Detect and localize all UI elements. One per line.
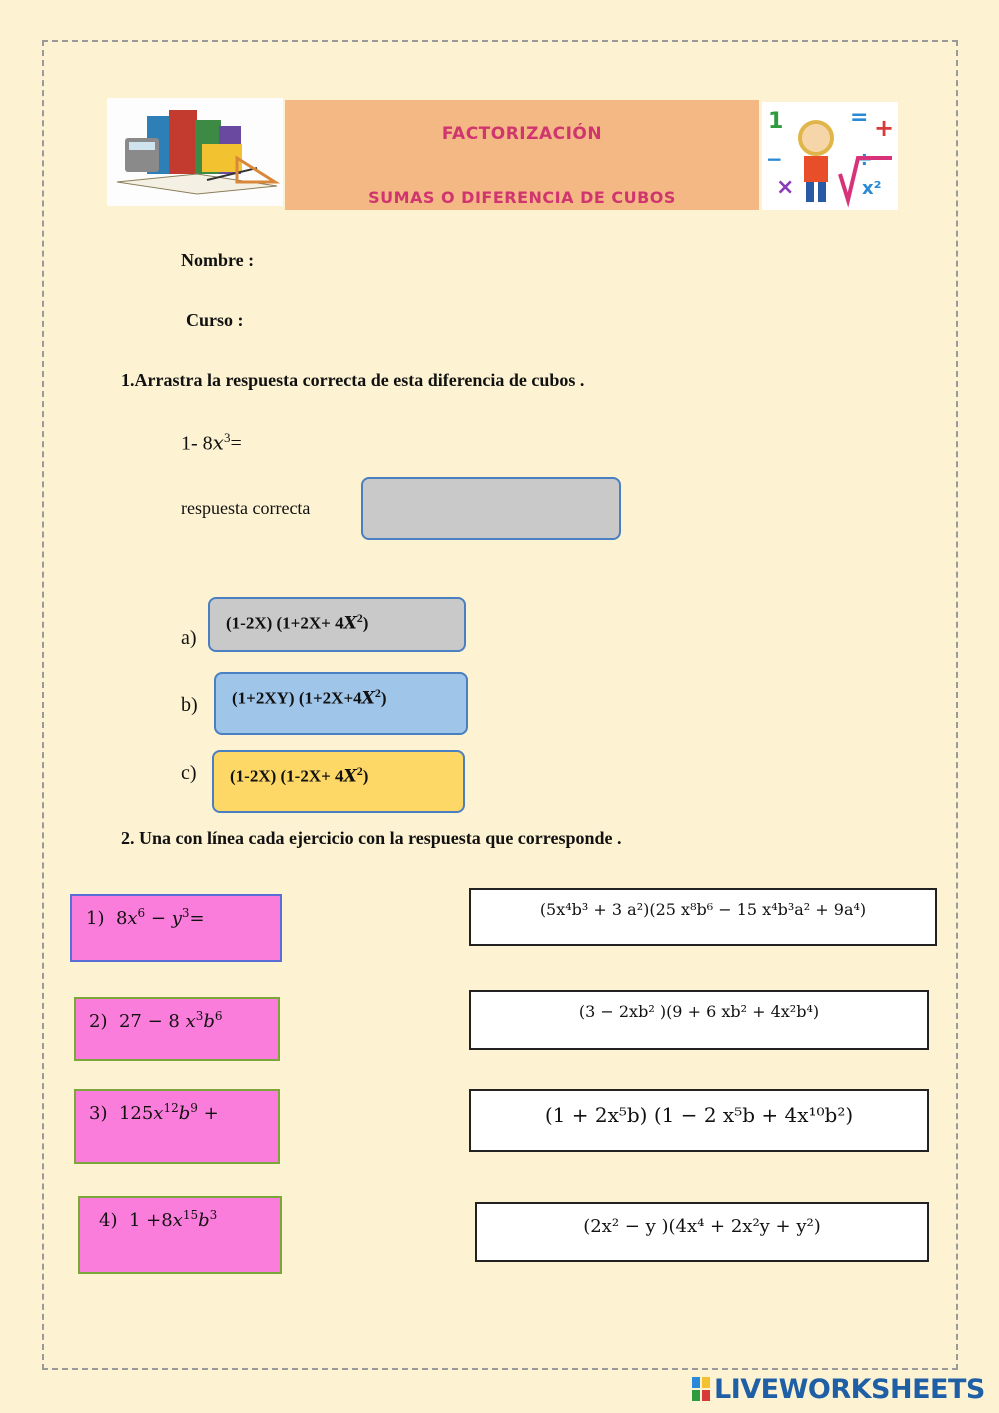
exercise-2-coef: 27 − 8 (118, 1011, 186, 1032)
answer-4-text: (2x² − y )(4x⁴ + 2x²y + y²) (583, 1216, 821, 1237)
exercise-3-op: + (197, 1103, 219, 1124)
option-b-var: X (361, 688, 375, 709)
exercise-2-var2: b (203, 1011, 215, 1032)
answer-box-2[interactable] (469, 990, 929, 1050)
name-label: Nombre : (181, 250, 255, 270)
exercise-4-coef: 1 +8 (128, 1210, 173, 1231)
option-b-exp: 2 (374, 686, 381, 700)
exercise-4[interactable] (78, 1196, 282, 1274)
exercise-1-eq: = (189, 908, 205, 929)
liveworksheets-logo[interactable] (692, 1374, 985, 1404)
svg-text:×: × (776, 175, 795, 200)
exercise-1-exp2: 3 (181, 906, 190, 920)
exercise-2-num: 2) (89, 1011, 108, 1032)
exercise-1-exp: 6 (137, 906, 146, 920)
exercise-1-op: − (145, 908, 172, 929)
svg-text:1: 1 (768, 109, 784, 134)
answer-box-4[interactable] (475, 1202, 929, 1262)
q1-expression-var: x (212, 430, 224, 455)
q1-instruction: 1.Arrastra la respuesta correcta de esta diferencia de cubos . (121, 370, 585, 390)
exercise-3-coef: 125 (118, 1103, 154, 1124)
exercise-3-exp: 12 (163, 1101, 179, 1115)
option-c-var: X (343, 766, 357, 787)
exercise-1-var2: y (171, 908, 182, 929)
option-c-text: (1-2X) (1-2X+ 4 (230, 766, 344, 786)
option-a-exp: 2 (356, 611, 363, 625)
svg-text:−: − (766, 147, 783, 171)
logo-mark-icon (692, 1377, 710, 1401)
exercise-3[interactable] (74, 1089, 280, 1164)
exercise-2-exp2: 6 (214, 1009, 223, 1023)
option-a-tail: ) (362, 613, 369, 633)
exercise-3-num: 3) (89, 1103, 108, 1124)
math-kid-illustration (762, 102, 898, 210)
option-a-text: (1-2X) (1+2X+ 4 (226, 613, 344, 633)
exercise-4-exp: 15 (182, 1208, 199, 1222)
option-b-text: (1+2XY) (1+2X+4 (232, 688, 362, 708)
exercise-4-exp2: 3 (209, 1208, 218, 1222)
q1-expression-exp: 3 (223, 430, 231, 445)
q2-instruction: 2. Una con línea cada ejercicio con la respuesta que corresponde . (121, 828, 622, 848)
q1-expression (181, 430, 242, 456)
page-border (42, 40, 958, 1370)
exercise-1-num: 1) (86, 908, 105, 929)
option-c-tail: ) (362, 766, 369, 786)
answer-box-1[interactable] (469, 888, 937, 946)
answer-box-3[interactable] (469, 1089, 929, 1152)
title-banner (285, 100, 759, 210)
answer-3-text: (1 + 2x⁵b) (1 − 2 x⁵b + 4x¹⁰b²) (544, 1103, 854, 1127)
svg-text:x²: x² (862, 178, 882, 199)
answer-drop-zone[interactable] (361, 477, 621, 540)
option-c-letter: c) (181, 762, 197, 784)
brand-name: LIVEWORKSHEETS (714, 1373, 985, 1405)
books-illustration (107, 98, 283, 206)
answer-2-text: (3 − 2xb² )(9 + 6 xb² + 4x²b⁴) (578, 1002, 820, 1021)
option-b-letter: b) (181, 694, 198, 716)
exercise-4-var: x (172, 1210, 183, 1231)
exercise-4-num: 4) (99, 1210, 118, 1231)
worksheet-subtitle: SUMAS O DIFERENCIA DE CUBOS (368, 188, 676, 207)
option-a-card[interactable] (208, 597, 466, 652)
option-b-card[interactable] (214, 672, 468, 735)
exercise-1[interactable] (70, 894, 282, 962)
option-a-var: X (343, 613, 357, 634)
exercise-1-var: x (127, 908, 138, 929)
answer-1-text: (5x⁴b³ + 3 a²)(25 x⁸b⁶ − 15 x⁴b³a² + 9a⁴) (539, 900, 867, 919)
exercise-3-var2: b (178, 1103, 191, 1124)
svg-text:÷: ÷ (856, 147, 873, 171)
exercise-1-coef: 8 (115, 908, 128, 929)
course-label: Curso : (186, 310, 244, 330)
svg-text:=: = (850, 105, 869, 130)
exercise-4-var2: b (198, 1210, 210, 1231)
exercise-3-exp2: 9 (190, 1101, 198, 1115)
answer-label: respuesta correcta (181, 498, 311, 518)
exercise-2-var: x (185, 1011, 196, 1032)
svg-text:+: + (874, 114, 895, 142)
q1-expression-eq: = (230, 432, 242, 455)
option-c-card[interactable] (212, 750, 465, 813)
option-c-exp: 2 (356, 764, 363, 778)
worksheet-title: FACTORIZACIÓN (441, 124, 603, 144)
exercise-2-exp: 3 (195, 1009, 204, 1023)
exercise-3-var: x (153, 1103, 164, 1124)
exercise-2[interactable] (74, 997, 280, 1061)
option-a-letter: a) (181, 627, 197, 649)
q1-expression-coef: 1- 8 (181, 432, 213, 455)
option-b-tail: ) (380, 688, 387, 708)
